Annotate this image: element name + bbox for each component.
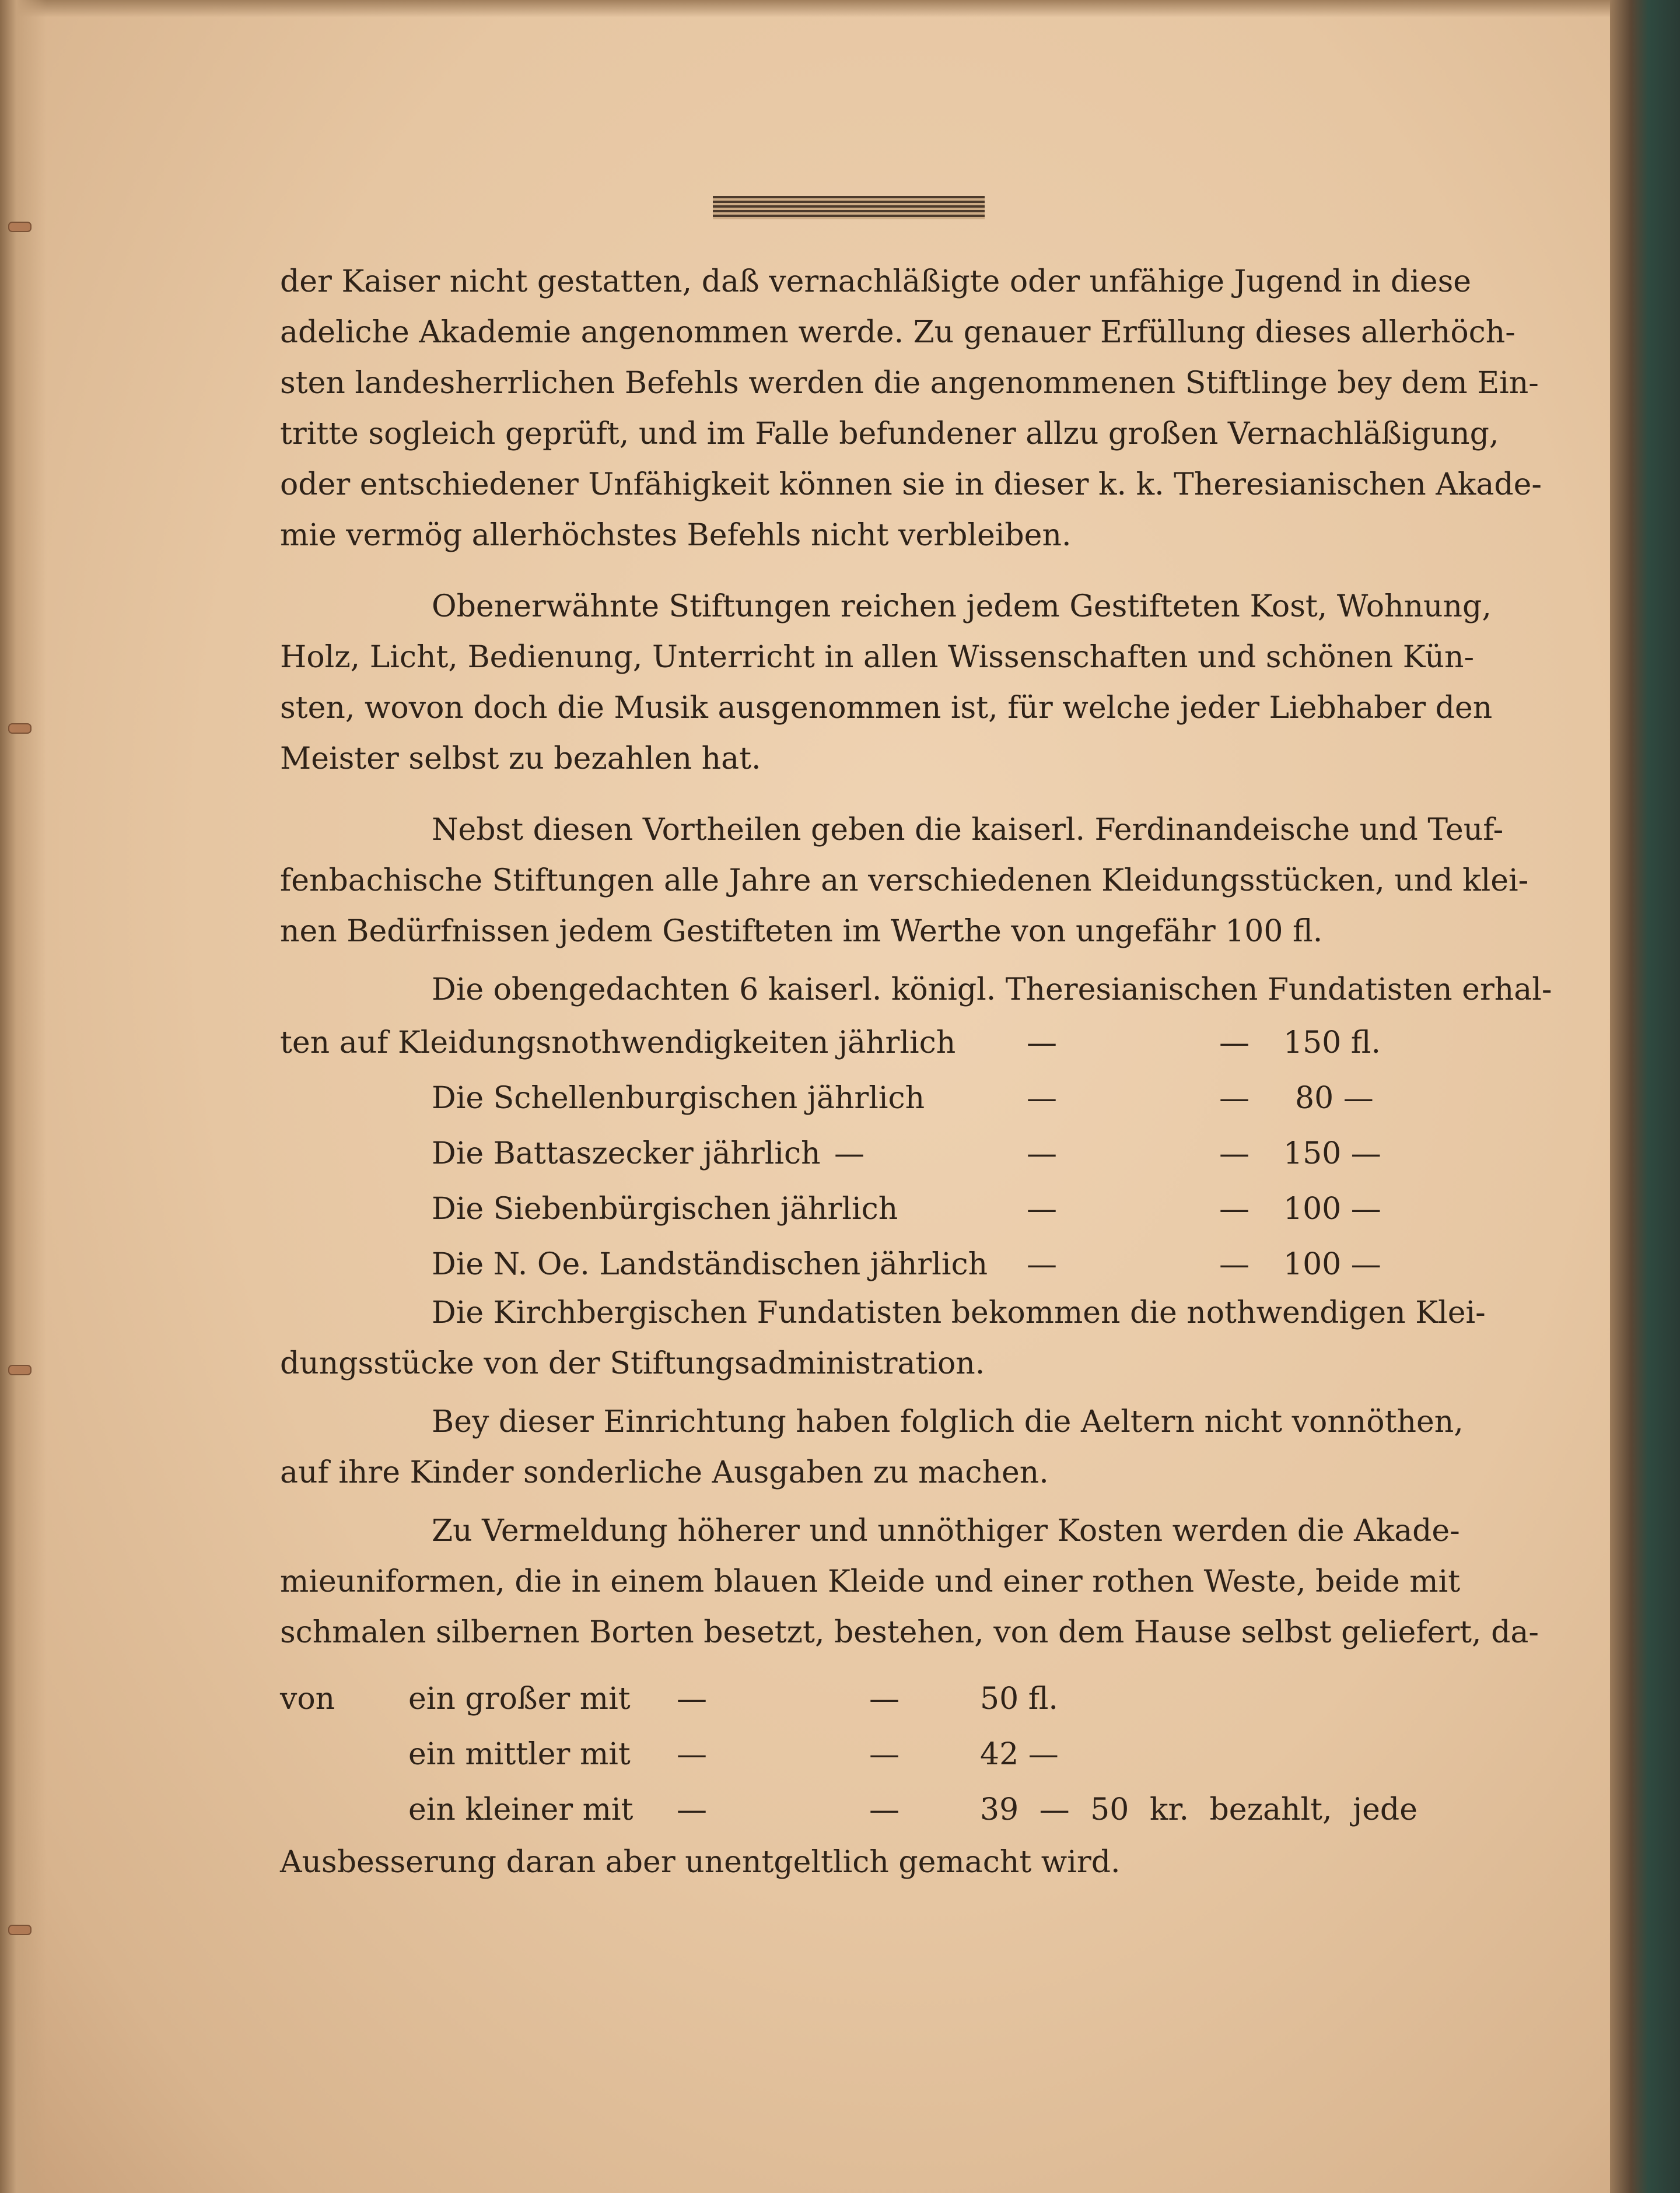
binding-stitch bbox=[8, 1365, 32, 1375]
uniform-price: 50 fl. bbox=[980, 1681, 1058, 1716]
header-rule bbox=[713, 196, 985, 219]
allowance-value: 80 — bbox=[1295, 1081, 1374, 1116]
allowance-dash: — bbox=[1219, 1136, 1250, 1171]
allowance-label: Die Schellenburgischen jährlich bbox=[432, 1081, 925, 1116]
uniform-dash: — bbox=[677, 1792, 707, 1827]
allowance-label: Die Battaszecker jährlich bbox=[432, 1136, 821, 1171]
allowance-value: 100 — bbox=[1283, 1247, 1381, 1282]
uniform-prefix: von bbox=[280, 1681, 335, 1716]
allowance-value: 150 — bbox=[1283, 1136, 1381, 1171]
text-line: schmalen silbernen Borten besetzt, bestehen, von dem Hause selbst geliefert, da- bbox=[280, 1615, 1539, 1650]
allowance-value: 100 — bbox=[1283, 1192, 1381, 1227]
uniform-label: ein kleiner mit bbox=[408, 1792, 634, 1827]
text-line: sten, wovon doch die Musik ausgenommen ist, für welche jeder Liebhaber den bbox=[280, 691, 1493, 726]
allowance-dash: — bbox=[1027, 1136, 1057, 1171]
allowance-dash: — bbox=[1219, 1247, 1250, 1282]
allowance-dash: — bbox=[1027, 1192, 1057, 1227]
text-line: fenbachische Stiftungen alle Jahre an verschiedenen Kleidungsstücken, und klei- bbox=[280, 863, 1529, 898]
text-line: Nebst diesen Vortheilen geben die kaiserl. Ferdinandeische und Teuf- bbox=[432, 812, 1504, 847]
uniform-dash: — bbox=[677, 1681, 707, 1716]
allowance-dash: — bbox=[1219, 1192, 1250, 1227]
text-line: Die obengedachten 6 kaiserl. königl. Theresianischen Fundatisten erhal- bbox=[432, 972, 1552, 1007]
text-line: sten landesherrlichen Befehls werden die angenommenen Stiftlinge bey dem Ein- bbox=[280, 366, 1539, 401]
uniform-dash: — bbox=[869, 1737, 900, 1772]
text-line: auf ihre Kinder sonderliche Ausgaben zu machen. bbox=[280, 1455, 1049, 1490]
text-line: Bey dieser Einrichtung haben folglich die Aeltern nicht vonnöthen, bbox=[432, 1404, 1464, 1439]
text-line: Holz, Licht, Bedienung, Unterricht in allen Wissenschaften und schönen Kün- bbox=[280, 640, 1475, 675]
uniform-price: 42 — bbox=[980, 1737, 1059, 1772]
text-line: adeliche Akademie angenommen werde. Zu genauer Erfüllung dieses allerhöch- bbox=[280, 315, 1516, 350]
spine-shadow bbox=[0, 0, 47, 2193]
allowance-dash: — bbox=[1027, 1081, 1057, 1116]
text-line: Zu Vermeldung höherer und unnöthiger Kosten werden die Akade- bbox=[432, 1514, 1460, 1549]
binding-stitch bbox=[8, 222, 32, 232]
allowance-label: Die N. Oe. Landständischen jährlich bbox=[432, 1247, 988, 1282]
text-line: dungsstücke von der Stiftungsadministration. bbox=[280, 1346, 985, 1381]
allowance-dash: — bbox=[1219, 1081, 1250, 1116]
uniform-price: 39 — 50 kr. bezahlt, jede bbox=[980, 1792, 1418, 1827]
uniform-label: ein mittler mit bbox=[408, 1737, 631, 1772]
uniform-dash: — bbox=[677, 1737, 707, 1772]
uniform-label: ein großer mit bbox=[408, 1681, 631, 1716]
uniform-dash: — bbox=[869, 1792, 900, 1827]
text-line: oder entschiedener Unfähigkeit können sie in dieser k. k. Theresianischen Akade- bbox=[280, 467, 1542, 502]
uniform-dash: — bbox=[869, 1681, 900, 1716]
text-line: nen Bedürfnissen jedem Gestifteten im Werthe von ungefähr 100 fl. bbox=[280, 914, 1323, 949]
binding-stitch bbox=[8, 723, 32, 734]
allowance-dash: — bbox=[1027, 1247, 1057, 1282]
allowance-dash: — bbox=[1027, 1025, 1057, 1060]
text-line: Meister selbst zu bezahlen hat. bbox=[280, 741, 761, 776]
text-line: tritte sogleich geprüft, und im Falle befundener allzu großen Vernachläßigung, bbox=[280, 416, 1499, 451]
text-line: Die Kirchbergischen Fundatisten bekommen die nothwendigen Klei- bbox=[432, 1295, 1486, 1330]
text-line: mieuniformen, die in einem blauen Kleide und einer rothen Weste, beide mit bbox=[280, 1564, 1461, 1599]
page-top-edge bbox=[0, 0, 1639, 17]
allowance-dash: — bbox=[834, 1136, 864, 1171]
binding-stitch bbox=[8, 1925, 32, 1935]
book-cover-edge bbox=[1610, 0, 1680, 2193]
text-line: Ausbesserung daran aber unentgeltlich gemacht wird. bbox=[280, 1845, 1121, 1880]
allowance-value: 150 fl. bbox=[1283, 1025, 1381, 1060]
text-line: mie vermög allerhöchstes Befehls nicht verbleiben. bbox=[280, 518, 1072, 553]
allowance-dash: — bbox=[1219, 1025, 1250, 1060]
text-line: der Kaiser nicht gestatten, daß vernachläßigte oder unfähige Jugend in diese bbox=[280, 264, 1472, 299]
allowance-label: ten auf Kleidungsnothwendigkeiten jährlich bbox=[280, 1025, 956, 1060]
allowance-label: Die Siebenbürgischen jährlich bbox=[432, 1192, 898, 1227]
text-line: Obenerwähnte Stiftungen reichen jedem Gestifteten Kost, Wohnung, bbox=[432, 589, 1492, 624]
